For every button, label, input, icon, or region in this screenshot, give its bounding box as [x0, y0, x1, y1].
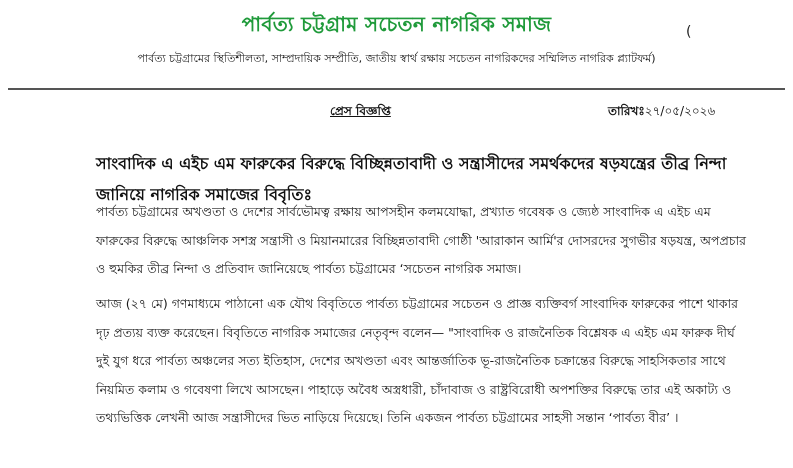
document-type: প্রেস বিজ্ঞপ্তি — [330, 104, 391, 118]
body-paragraph: আজ (২৭ মে) গণমাধ্যমে পাঠানো এক যৌথ বিবৃতিতে পার্বত্য চট্টগ্রামের সচেতন ও প্রাজ্ঞ ব্যক্তিবর্গ সাংবাদিক ফারুকের পাশে থাকার দৃঢ় প্রত্যয় ব্যক্ত করেছেন। বিবৃতিতে নাগরিক সমাজের নেতৃবৃন্দ বলেন— "সাংবাদিক ও রাজনৈতিক বিশ্লেষক এ এইচ এম ফারুক দীর্ঘ দুই যুগ ধরে পার্বত্য অঞ্চলের সত্য ইতিহাস, দেশের অখণ্ডতা এবং আন্তর্জাতিক ভূ-রাজনৈতিক চক্রান্তের বিরুদ্ধে সাহসিকতার সাথে নিয়মিত কলাম ও গবেষণা লিখে আসছেন। পাহাড়ে অবৈধ অস্ত্রধারী, চাঁদাবাজ ও রাষ্ট্রবিরোধী অপশক্তির বিরুদ্ধে তার এই অকাট্য ও তথ্যভিত্তিক লেখনী আজ সন্ত্রাসীদের ভিত নাড়িয়ে দিয়েছে। তিনি একজন পার্বত্য চট্টগ্রামের সাহসী সন্তান ‘পার্বত্য বীর’ । — [96, 296, 738, 425]
corner-mark: ( — [686, 24, 692, 40]
date-value: ২৭/০৫/২০২৬ — [644, 104, 716, 118]
org-title: পার্বত্য চট্টগ্রাম সচেতন নাগরিক সমাজ — [241, 12, 552, 36]
body-paragraph: পার্বত্য চট্টগ্রামের অখণ্ডতা ও দেশের সার্বভৌমত্ব রক্ষায় আপসহীন কলমযোদ্ধা, প্রখ্যাত গবেষক ও জ্যেষ্ঠ সাংবাদিক এ এইচ এম ফারুকের বিরুদ্ধে আঞ্চলিক সশস্ত্র সন্ত্রাসী ও মিয়ানমারের বিচ্ছিন্নতাবাদী গোষ্ঠী 'আরাকান আর্মি'র দোসরদের সুগভীর ষড়যন্ত্র, অপপ্রচার ও হুমকির তীব্র নিন্দা ও প্রতিবাদ জানিয়েছে পার্বত্য চট্টগ্রামের ‘সচেতন নাগরিক সমাজ। — [96, 204, 747, 276]
header-divider — [8, 88, 785, 90]
date-label: তারিখঃ — [608, 104, 645, 118]
org-tagline: পার্বত্য চট্টগ্রামের স্থিতিশীলতা, সাম্প্রদায়িক সম্প্রীতি, জাতীয় স্বার্থ রক্ষায় সচেতন নাগরিকদের সম্মিলিত নাগরিক প্ল্যাটফর্ম) — [137, 52, 656, 65]
document-date — [608, 103, 715, 123]
statement-headline: সাংবাদিক এ এইচ এম ফারুকের বিরুদ্ধে বিচ্ছিন্নতাবাদী ও সন্ত্রাসীদের সমর্থকদের ষড়যন্ত্রের তীব্র নিন্দা জানিয়ে নাগরিক সমাজের বিবৃতিঃ — [96, 154, 727, 204]
